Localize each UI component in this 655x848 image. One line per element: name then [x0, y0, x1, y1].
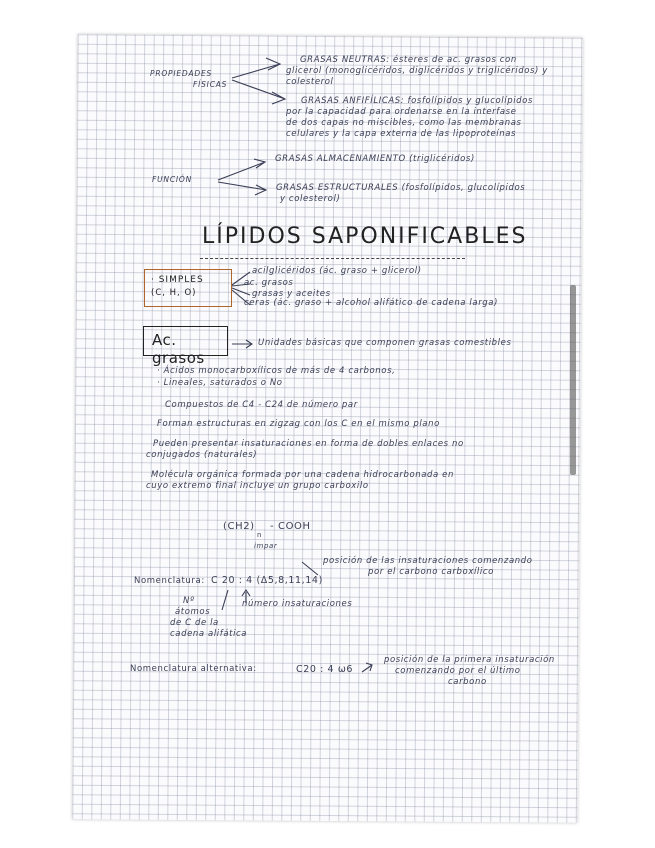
ac-grasos-box [143, 326, 228, 367]
nomenclatura-atomos-4: cadena alifática [170, 629, 248, 639]
grasas-neutras-text: GRASAS NEUTRAS: ésteres de ac. grasos con [300, 55, 517, 65]
ac-grasos-point-6: Molécula orgánica formada por una cadena hidrocarbonada en [151, 470, 454, 480]
title-dashed-underline [200, 258, 465, 259]
ac-grasos-point-2: · Lineales, saturados o No [157, 378, 283, 388]
ac-grasos-point-4: Forman estructuras en zigzag con los C en el mismo plano [157, 419, 440, 429]
grasas-anfifilicas-text-4: celulares y la capa externa de las lipoproteínas [286, 129, 517, 139]
ac-grasos-point-5-2: conjugados (naturales) [146, 450, 258, 460]
formula-subscript: n [257, 531, 263, 539]
nomenclatura-posicion-note: posición de las insaturaciones comenzando [323, 556, 533, 566]
nomenclatura-posicion-note-2: por el carbono carboxílico [368, 567, 494, 577]
ac-grasos-point-3: Compuestos de C4 - C24 de número par [165, 400, 358, 410]
simples-box [144, 269, 232, 307]
grasas-anfifilicas-text: GRASAS ANFIFÍLICAS: fosfolípidos y glucolípidos [301, 96, 534, 106]
ac-grasos-label: Ac. grasos [152, 331, 205, 367]
nomenclatura-numero-note: número insaturaciones [242, 599, 353, 609]
nomenclatura-value: C 20 : 4 (Δ5,8,11,14) [211, 575, 323, 586]
grasas-neutras-text-3: colesterol [286, 77, 334, 87]
alternativa-note-2: comenzando por el último [395, 666, 521, 676]
ac-grasos-point-5: Pueden presentar insaturaciones en forma de dobles enlaces no [153, 439, 464, 449]
nomenclatura-label: Nomenclatura: [134, 576, 205, 586]
formula-tail: - COOH [270, 521, 311, 532]
grasas-anfifilicas-text-2: por la capacidad para ordenarse en la interfase [286, 107, 517, 117]
grasas-almacenamiento-text: GRASAS ALMACENAMIENTO (triglicéridos) [275, 154, 475, 164]
ac-grasos-definition: Unidades básicas que componen grasas comestibles [258, 338, 512, 348]
nomenclatura-atomos-1: Nº [183, 596, 195, 606]
grasas-neutras-text-2: glicerol (monoglicéridos, diglicéridos y triglicéridos) y [286, 66, 548, 76]
propiedades-label: PROPIEDADES [150, 69, 213, 78]
fisicas-label: FÍSICAS [193, 80, 228, 89]
simples-formula: (C, H, O) [151, 288, 197, 298]
simples-item-ceras: ceras (ác. graso + alcohol alifático de cadena larga) [244, 298, 499, 308]
page-title: LÍPIDOS SAPONIFICABLES [202, 224, 528, 249]
nomenclatura-alternativa-label: Nomenclatura alternativa: [130, 664, 257, 674]
ac-grasos-point-6-2: cuyo extremo final incluye un grupo carboxilo [146, 481, 369, 491]
funcion-label: FUNCIÓN [152, 175, 192, 184]
ac-grasos-point-1: · Ácidos monocarboxílicos de más de 4 carbonos, [157, 366, 396, 376]
formula-main: (CH2) [223, 521, 255, 532]
grasas-estructurales-text-2: y colesterol) [280, 194, 341, 204]
nomenclatura-alternativa-value: C20 : 4 ω6 [296, 664, 354, 675]
simples-label: · SIMPLES [151, 275, 204, 285]
simples-item-acilgliceridos: acilglicéridos (ác. graso + glicerol) [252, 266, 422, 276]
alternativa-note-1: posición de la primera insaturación [384, 655, 555, 665]
grasas-anfifilicas-text-3: de dos capas no miscibles, como las membranas [286, 118, 522, 128]
alternativa-note-3: carbono [448, 677, 487, 687]
grasas-estructurales-text: GRASAS ESTRUCTURALES (fosfolípidos, glucolípidos [276, 183, 526, 193]
simples-item-ac-grasos: ac. grasos [244, 278, 294, 288]
simples-item-grasas-aceites: grasas y aceites [252, 289, 331, 299]
nomenclatura-atomos-2: átomos [175, 607, 211, 617]
formula-note: impar [254, 542, 278, 550]
nomenclatura-atomos-3: de C de la [170, 618, 219, 628]
